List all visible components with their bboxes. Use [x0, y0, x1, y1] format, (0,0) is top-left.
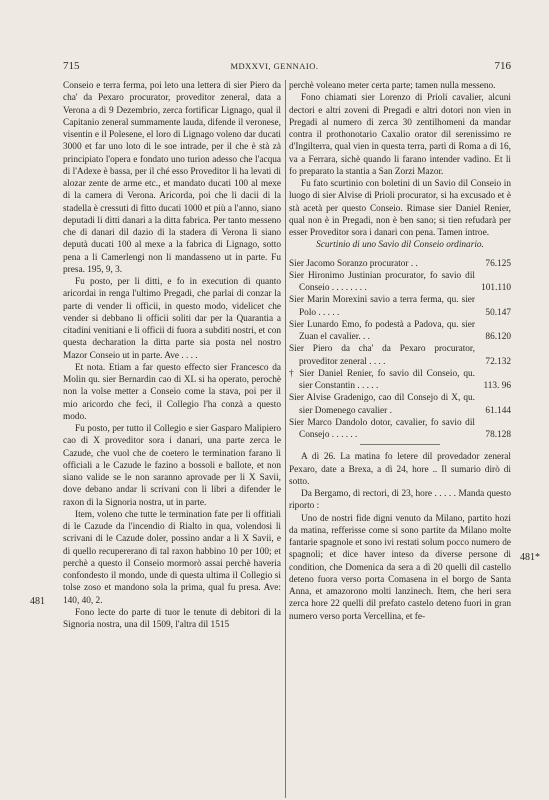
candidate-votes: 113. 96	[483, 381, 511, 391]
right-margin-number: 481*	[520, 552, 540, 563]
paragraph: Fono chiamati sier Lorenzo di Prioli cavalier, alcuni dectori e altri zoveni di Pregadi e altri dotori non vien in Pregadi al numero di zerca 30 zentilhomeni da mandar contra il prothonotario Caxalio orator dil serenissimo re d'Ingilterra, qual vien in questa terra, partì di Roma a dì 16, va a Ferrara, sichè quando li farano intender vadino. Et li fo preparato la stantia a San Zorzi Mazor.	[289, 93, 511, 177]
candidate-row	[289, 417, 511, 442]
candidate-votes: 101.110	[481, 283, 511, 293]
paragraph: Uno de nostri fide digni venuto da Milano, partito hozi da matina, refferisse come si sono partite da Milano molte fantarie spagnole et sono ivi restati solum pocco numero de spagnoli; et dice haver inteso da diverse persone di condition, che Domenica da sera a dì 20 quelli dil castello deteno fuora verso porta Comasena in el borgo de Santa Anna, et amazorono molti lanzinech. Item, che heri sera zerca hore 22 quelli dil prefato castelo deteno fuori in gran numero verso porta Vercellina, et fe-	[289, 513, 511, 622]
candidate-name: Sier Piero da cha' da Pexaro procurator, proveditor zeneral . . . .	[289, 344, 475, 367]
candidate-row	[289, 270, 511, 295]
paragraph: Da Bergamo, di rectori, di 23, hore . . . . . Manda questo riporto :	[289, 489, 511, 512]
candidate-row	[289, 368, 511, 393]
paragraph: Conseio e terra ferma, poi leto una lettera di sier Piero da cha' da Pexaro procurator, proveditor zeneral, data a Verona a dì 9 Dezembrio, zerca fortificar Lignago, qual il Capitanio zeneral summamente lauda, difende il veronese, visentin e il Polesene, el loro di Lignago voleno dar ducati 3000 et far uno loto di le soe intrade, per il che è stà zà principiato l'opera e fondato uno turion adesso che l'acqua di l'Adexe è bassa, per il ché esso Proveditor li ha levati di alozar zente de arme etc., et mandato ducati 100 al mexe di la camera di Verona. Aricorda, poi che li dacii di la stadella è cressuti di fitto ducati 1000 et più a l'anno, siano deputadi li ditti danari a la ditta fabrica. Per tanto messeno che di danari dil dazio di la stadera di Verona li siano deputà ducati 100 al mexe a la fabrica di Lignago, sotto pena a li Camerlengi non li mandasseno ut in parte. Fu presa. 195, 9, 3.	[63, 81, 281, 275]
candidate-row	[289, 258, 511, 270]
candidate-name: † Sier Daniel Renier, fo savio dil Conseio, qu. sier Constantin . . . . .	[289, 368, 475, 391]
paragraph: Et nota. Etiam a far questo effecto sier Francesco da Molin qu. sier Bernardin cao di XL si ha operato, perochè non la volse metter a Conseio come la stava, poi per il mio aricordo che feci, il Collegio l'ha conzà a questo modo.	[63, 362, 281, 422]
candidate-name: Sier Hironimo Justinian procurator, fo savio dil Conseio . . . . . . . .	[289, 270, 475, 293]
candidate-votes: 86.120	[485, 332, 511, 342]
left-margin-number: 481	[30, 596, 45, 607]
candidate-name: Sier Lunardo Emo, fo podestà a Padova, qu. sier Zuan el cavalier. . .	[289, 319, 475, 342]
candidate-name: Sier Jacomo Soranzo procurator . .	[289, 258, 418, 269]
paragraph: A dì 26. La matina fo letere dil provedador zeneral Pexaro, date a Brexa, a dì 24, hore .. Il sumario dirò di sotto.	[289, 452, 511, 487]
column-divider	[285, 80, 286, 798]
paragraph: Item, voleno che tutte le termination fate per li offitiali di le Cazude da l'incendio di Rialto in qua, volendosi li scrivani di le Cazude doler, possino andar a li X Savii, e di quello recupererano di tal raxon habbino 10 per 100; et perchè a questo il Conseio mormorò assai perchè haveria confondesto il mondo, unde di questa ultima il Collegio si tolse zoso et mandono sola la prima, qual fu presa. Ave: 140, 40, 2.	[63, 509, 281, 606]
page-header	[0, 60, 549, 76]
candidate-votes: 76.125	[485, 258, 511, 269]
right-column	[289, 80, 511, 623]
left-column	[63, 80, 281, 631]
paragraph: Fu posto, per li ditti, e fo in execution di quanto aricordai in renga l'ultimo Pregadi, che parlai di conzar la parte di vender li officii, in questo modo, videlicet che vender si debbano li officii soliti dar per la Quarantia a citadini venitiani e li officii di fuora a subditi nostri, et con questa decharation la ditta parte sia posta nel nostro Mazor Conseio ut in parte. Ave . . . .	[63, 277, 281, 361]
candidate-name: Sier Alvise Gradenigo, cao dil Consejo di X, qu. sier Domenego cavalier .	[289, 393, 475, 416]
candidate-votes: 72.132	[485, 356, 511, 367]
candidate-votes: 50.147	[485, 307, 511, 318]
candidate-row	[289, 343, 511, 368]
paragraph: perchè voleano meter certa parte; tamen nulla messeno.	[289, 81, 496, 91]
candidate-list	[289, 258, 511, 442]
section-title: Scurtinio di uno Savio dil Conseio ordinario.	[316, 240, 484, 251]
paragraph: Fu posto, per tutto il Collegio e sier Gasparo Malipiero cao di X proveditor sora i danari, una parte zerca le Cazude, che vuol che de coetero le termination farano li officiali a le Cazude le fazino a bossoli e ballote, et non siano valide se le non saranno aprovade per li X Savii, dove debano andar li scrivani con li libri a difender le raxon di la Signoria nostra, ut in parte.	[63, 424, 281, 508]
candidate-votes: 78.128	[485, 430, 511, 440]
candidate-row	[289, 294, 511, 319]
section-separator	[360, 444, 440, 445]
running-title: MDXXVI, GENNAIO.	[230, 61, 319, 71]
candidate-name: Sier Marin Morexini savio a terra ferma, qu. sier Polo . . . . .	[289, 295, 475, 318]
candidate-votes: 61.144	[485, 405, 511, 416]
paragraph: Fu fato scurtinio con boletini di un Savio dil Conseio in luogo di sier Alvise di Prioli procurator, si ha excusado et è stà acetà per questo Conseio. Rimase sier Daniel Renier, qual non è in Pregadi, non è ben sano; si tien refudarà per esser Proveditor sora i danari con pena. Tamen introe.	[289, 179, 511, 238]
candidate-name: Sier Marco Dandolo dotor, cavalier, fo savio dil Consejo . . . . . .	[289, 417, 475, 440]
candidate-row	[289, 319, 511, 344]
candidate-row	[289, 392, 511, 417]
right-page-number: 716	[494, 60, 511, 72]
paragraph: Fono lecte do parte di tuor le tenute di debitori di la Signoria nostra, una dil 1509, l'altra dil 1515	[63, 607, 281, 630]
left-page-number: 715	[63, 60, 80, 72]
